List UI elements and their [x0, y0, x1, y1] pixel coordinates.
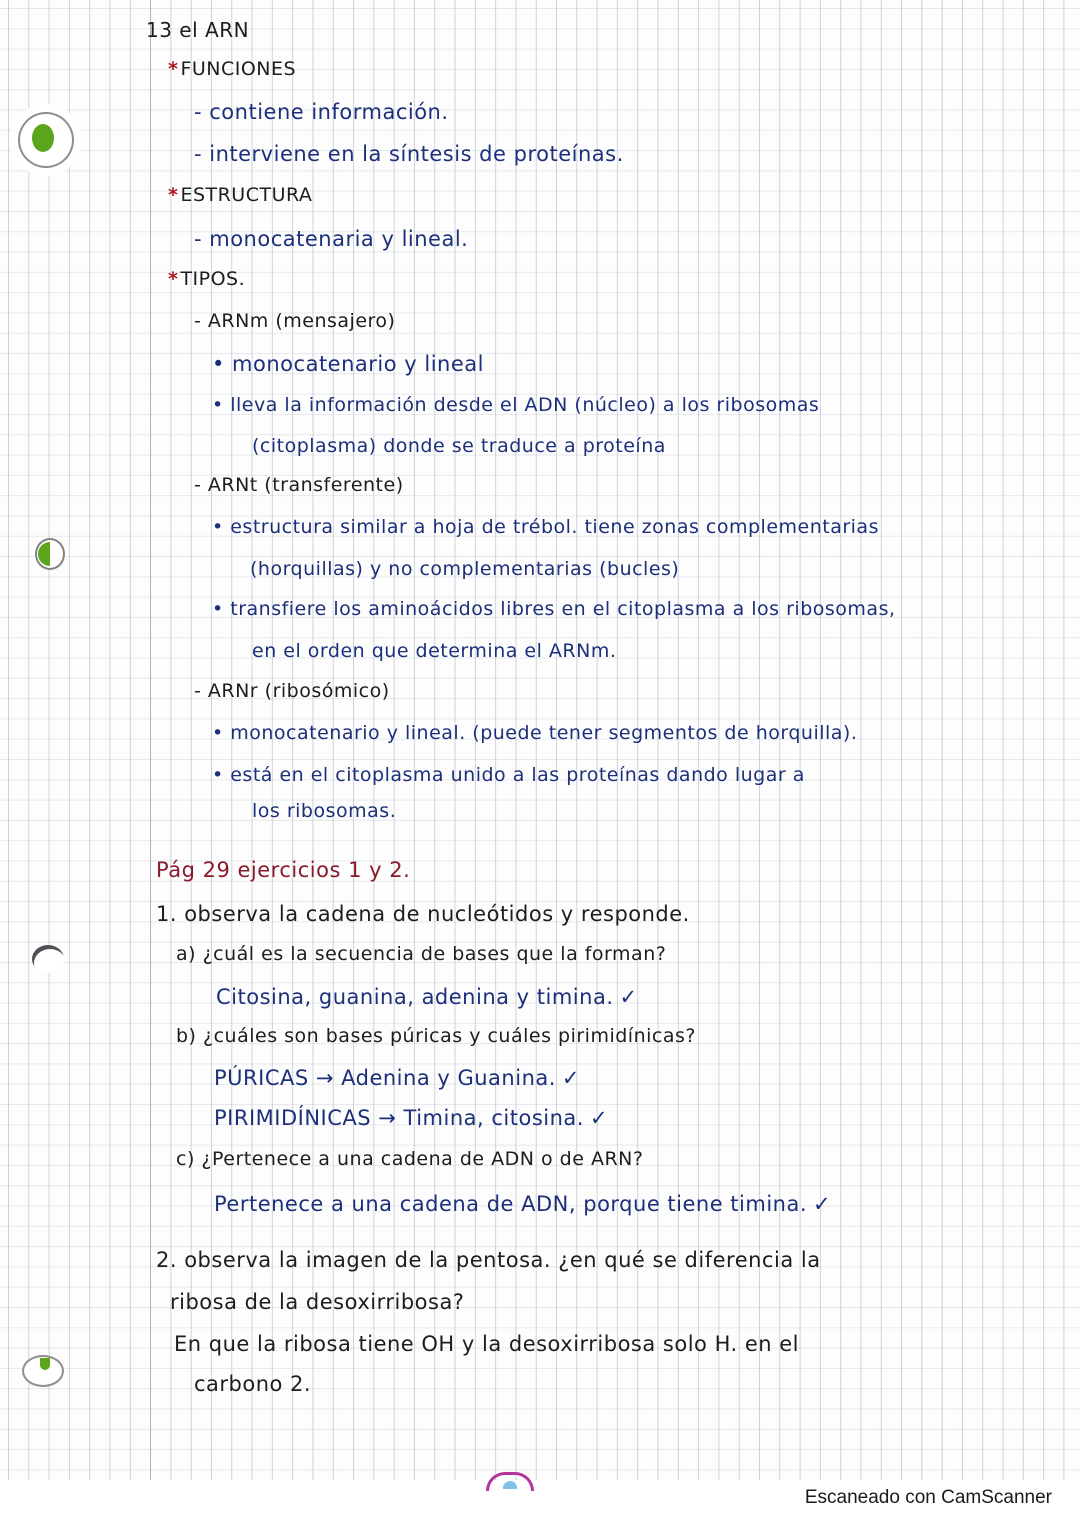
list-item: • está en el citoplasma unido a las proteínas dando lugar a: [212, 764, 805, 786]
list-item: - contiene información.: [194, 100, 449, 124]
binder-hole-icon: [22, 1355, 64, 1387]
list-item: en el orden que determina el ARNm.: [252, 640, 617, 662]
question-2-prompt-cont: ribosa de la desoxirribosa?: [170, 1290, 465, 1314]
green-reinforcement: [32, 124, 54, 152]
exercises-header: Pág 29 ejercicios 1 y 2.: [156, 858, 411, 882]
answer-1b-pirimidinicas: PIRIMIDÍNICAS → Timina, citosina. ✓: [214, 1106, 609, 1130]
checkmark-icon: ✓: [561, 1066, 581, 1090]
section-heading-funciones: * FUNCIONES: [168, 58, 297, 80]
binder-hole-icon: [32, 945, 64, 973]
doodle-icon: [486, 1472, 534, 1491]
page-title: 13 el ARN: [146, 18, 250, 42]
list-item: (horquillas) y no complementarias (bucles): [250, 558, 680, 580]
list-item: • estructura similar a hoja de trébol. tiene zonas complementarias: [212, 516, 879, 538]
question-2-prompt: 2. observa la imagen de la pentosa. ¿en qué se diferencia la: [156, 1248, 821, 1272]
question-1a: a) ¿cuál es la secuencia de bases que la forman?: [176, 943, 667, 965]
checkmark-icon: ✓: [813, 1192, 832, 1216]
green-reinforcement: [40, 1358, 50, 1370]
star-icon: *: [168, 58, 179, 80]
list-item: - monocatenaria y lineal.: [194, 227, 469, 251]
question-1-prompt: 1. observa la cadena de nucleótidos y responde.: [156, 902, 690, 926]
list-item: los ribosomas.: [252, 800, 397, 822]
list-item: • transfiere los aminoácidos libres en el citoplasma a los ribosomas,: [212, 598, 896, 620]
answer-2: En que la ribosa tiene OH y la desoxirribosa solo H. en el: [174, 1332, 799, 1356]
subheading-arnr: - ARNr (ribosómico): [194, 680, 390, 702]
list-item: • monocatenario y lineal: [212, 352, 484, 376]
subheading-arnm: - ARNm (mensajero): [194, 310, 396, 332]
checkmark-icon: ✓: [589, 1106, 609, 1130]
answer-1b-puricas: PÚRICAS → Adenina y Guanina. ✓: [214, 1066, 581, 1090]
list-item: • monocatenario y lineal. (puede tener segmentos de horquilla).: [212, 722, 858, 744]
checkmark-icon: ✓: [619, 985, 638, 1009]
star-icon: *: [168, 268, 179, 290]
star-icon: *: [168, 184, 179, 206]
green-reinforcement: [38, 542, 50, 566]
margin-line: [150, 0, 151, 1480]
list-item: • lleva la información desde el ADN (núcleo) a los ribosomas: [212, 394, 820, 416]
camscanner-watermark: Escaneado con CamScanner: [804, 1487, 1052, 1508]
list-item: (citoplasma) donde se traduce a proteína: [252, 435, 666, 457]
subheading-arnt: - ARNt (transferente): [194, 474, 404, 496]
section-heading-tipos: * TIPOS.: [168, 268, 246, 290]
answer-1a: Citosina, guanina, adenina y timina. ✓: [216, 985, 638, 1009]
binder-hole-icon: [18, 112, 74, 168]
question-1c: c) ¿Pertenece a una cadena de ADN o de ARN?: [176, 1148, 644, 1170]
binder-hole-icon: [35, 538, 65, 570]
answer-2-cont: carbono 2.: [194, 1372, 312, 1396]
answer-1c: Pertenece a una cadena de ADN, porque tiene timina. ✓: [214, 1192, 832, 1216]
question-1b: b) ¿cuáles son bases púricas y cuáles pirimidínicas?: [176, 1025, 696, 1047]
list-item: - interviene en la síntesis de proteínas.: [194, 142, 624, 166]
section-heading-estructura: * ESTRUCTURA: [168, 184, 313, 206]
